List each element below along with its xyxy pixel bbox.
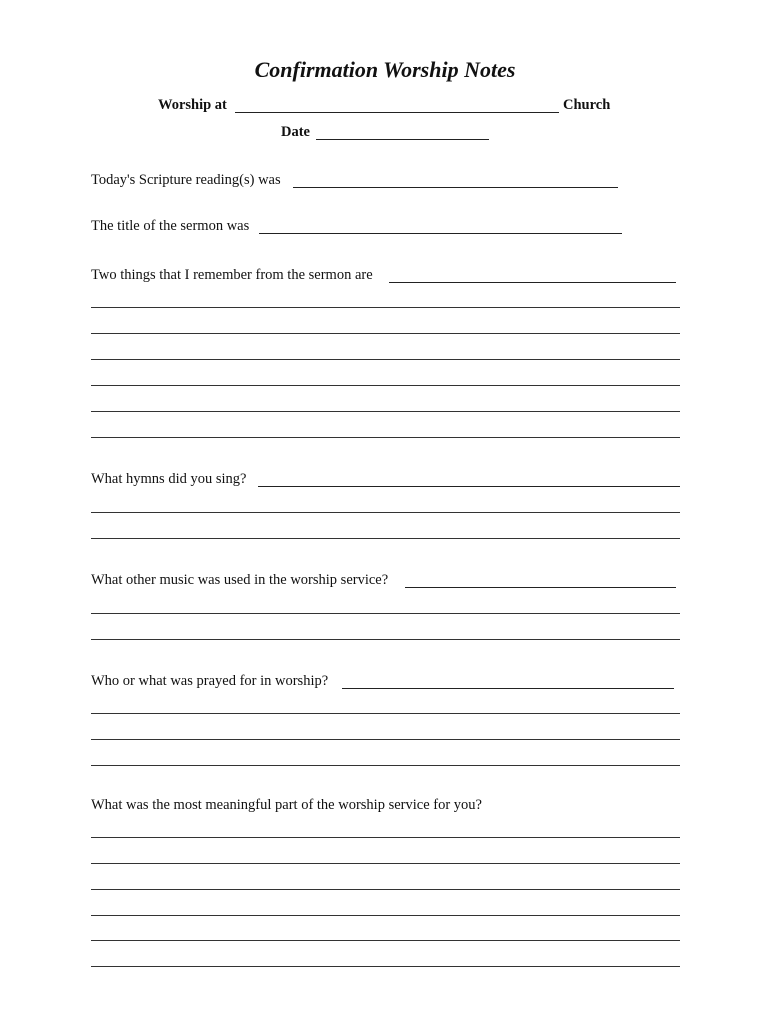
answer-line[interactable] (91, 411, 680, 412)
answer-line[interactable] (91, 639, 680, 640)
question-scripture: Today's Scripture reading(s) was (91, 172, 281, 188)
hymns-answer-field[interactable] (258, 486, 680, 487)
answer-line[interactable] (91, 915, 680, 916)
answer-line[interactable] (91, 739, 680, 740)
question-hymns: What hymns did you sing? (91, 471, 247, 487)
sermon-title-answer-field[interactable] (259, 233, 622, 234)
scripture-answer-field[interactable] (293, 187, 618, 188)
answer-line[interactable] (91, 333, 680, 334)
other-music-answer-field[interactable] (405, 587, 676, 588)
answer-line[interactable] (91, 385, 680, 386)
question-meaningful: What was the most meaningful part of the worship service for you? (91, 797, 482, 813)
answer-line[interactable] (91, 307, 680, 308)
date-label: Date (281, 124, 310, 140)
question-sermon-remember: Two things that I remember from the sermon are (91, 267, 373, 283)
church-label: Church (563, 97, 611, 113)
worship-at-label: Worship at (158, 97, 227, 113)
answer-line[interactable] (91, 437, 680, 438)
question-other-music: What other music was used in the worship service? (91, 572, 389, 588)
answer-line[interactable] (91, 863, 680, 864)
answer-line[interactable] (91, 966, 680, 967)
page-title: Confirmation Worship Notes (254, 57, 516, 82)
answer-line[interactable] (91, 359, 680, 360)
sermon-remember-answer-field[interactable] (389, 282, 676, 283)
answer-line[interactable] (91, 613, 680, 614)
answer-line[interactable] (91, 837, 680, 838)
question-prayed-for: Who or what was prayed for in worship? (91, 673, 329, 689)
answer-line[interactable] (91, 940, 680, 941)
prayed-for-answer-field[interactable] (342, 688, 674, 689)
answer-line[interactable] (91, 765, 680, 766)
church-name-field[interactable] (235, 112, 559, 113)
answer-line[interactable] (91, 538, 680, 539)
question-sermon-title: The title of the sermon was (91, 218, 250, 234)
answer-line[interactable] (91, 889, 680, 890)
answer-line[interactable] (91, 713, 680, 714)
answer-line[interactable] (91, 512, 680, 513)
date-field[interactable] (316, 139, 489, 140)
